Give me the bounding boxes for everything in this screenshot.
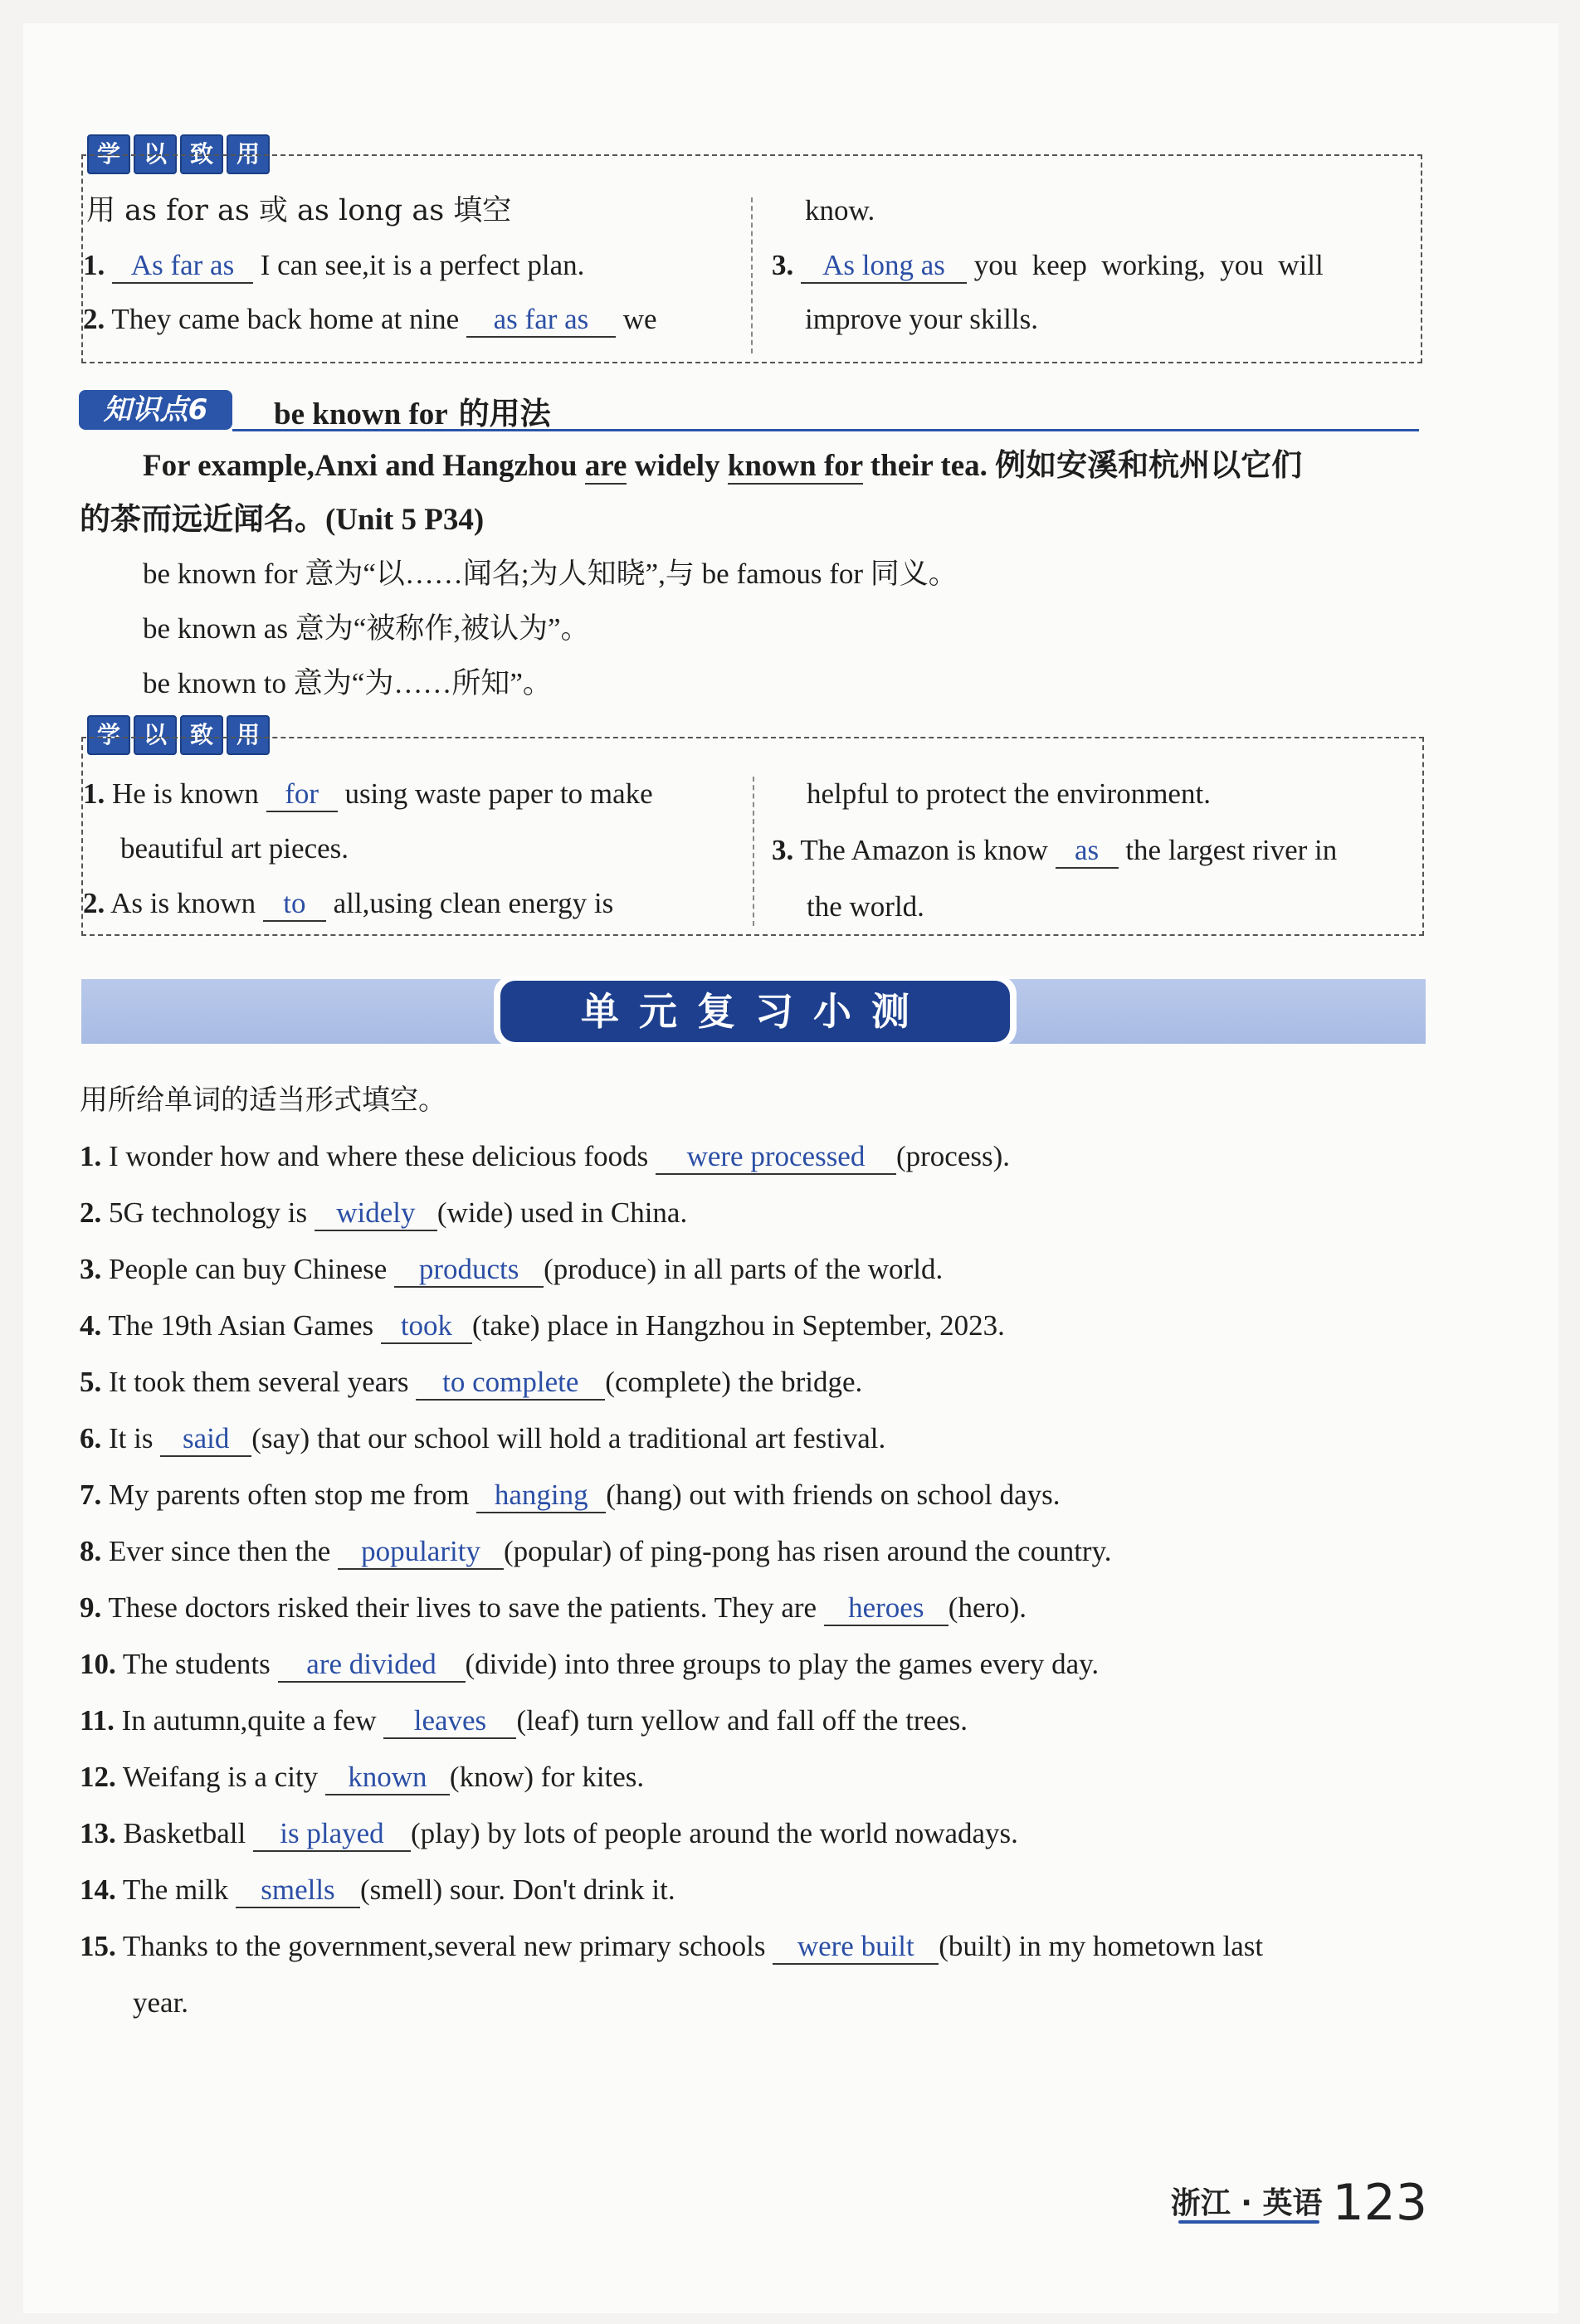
item-number: 10. — [80, 1648, 116, 1680]
question-text: using waste paper to make — [344, 777, 653, 810]
answer-blank[interactable]: products — [394, 1253, 544, 1288]
question-3-continued: the world. — [807, 890, 924, 923]
question-3 — [772, 247, 1324, 284]
answer-blank[interactable]: are divided — [278, 1648, 466, 1683]
answer-blank[interactable]: popularity — [338, 1535, 504, 1570]
review-item-5 — [80, 1364, 862, 1401]
example-text: widely — [627, 449, 728, 483]
question-text: They came back home at nine — [111, 303, 460, 335]
example-sentence — [143, 448, 1302, 485]
answer-blank[interactable]: as — [1056, 834, 1119, 869]
item-text: (produce) in all parts of the world. — [544, 1253, 944, 1285]
example-text: For example,Anxi and Hangzhou — [143, 449, 585, 483]
item-number: 6. — [80, 1422, 102, 1454]
item-text: Thanks to the government,several new primary schools — [122, 1930, 766, 1962]
review-item-9 — [80, 1590, 1027, 1626]
answer-blank[interactable]: were processed — [656, 1140, 896, 1175]
answer-blank[interactable]: As far as — [112, 249, 253, 284]
badge-char: 致 — [180, 134, 223, 174]
question-2-continued: know. — [805, 194, 875, 227]
question-2-continued: helpful to protect the environment. — [807, 777, 1211, 810]
item-number: 12. — [80, 1761, 116, 1793]
question-1-continued: beautiful art pieces. — [120, 832, 349, 865]
item-text: My parents often stop me from — [109, 1479, 470, 1511]
item-text: I wonder how and where these delicious foods — [109, 1140, 649, 1172]
badge-char: 用 — [227, 134, 270, 174]
practice-instruction: 用 as for as 或 as long as 填空 — [86, 194, 512, 227]
review-item-4 — [80, 1308, 1005, 1344]
item-text: Weifang is a city — [122, 1761, 319, 1793]
answer-blank[interactable]: As long as — [801, 249, 967, 284]
item-text: Ever since then the — [109, 1535, 331, 1567]
item-text: (complete) the bridge. — [605, 1366, 863, 1398]
item-number: 2. — [80, 1196, 102, 1229]
footer-label: 浙江 · 英语 — [1170, 2186, 1323, 2220]
banner-title: 单元复习小测 — [500, 981, 1010, 1042]
badge-char: 用 — [227, 715, 270, 755]
badge-char: 以 — [134, 134, 177, 174]
item-text: (hang) out with friends on school days. — [606, 1479, 1061, 1511]
review-item-15-continued: year. — [133, 1986, 189, 2019]
item-text: (process). — [895, 1140, 1011, 1172]
title-chinese: 的用法 — [458, 396, 551, 431]
item-text: (popular) of ping-pong has risen around the country. — [504, 1535, 1112, 1567]
review-item-15 — [80, 1928, 1263, 1965]
answer-blank[interactable]: as far as — [466, 303, 616, 338]
badge-char: 学 — [87, 715, 130, 755]
item-text: These doctors risked their lives to save the patients. They are — [108, 1591, 817, 1624]
answer-blank[interactable]: heroes — [824, 1591, 948, 1626]
answer-blank[interactable]: widely — [315, 1196, 437, 1231]
review-item-13 — [80, 1815, 1018, 1852]
badge-char: 致 — [180, 715, 223, 755]
footer-rule — [1178, 2220, 1319, 2224]
item-number: 7. — [80, 1479, 102, 1511]
answer-blank[interactable]: known — [325, 1761, 450, 1795]
item-text: (built) in my hometown last — [939, 1930, 1264, 1962]
question-2 — [83, 301, 657, 338]
item-number: 11. — [80, 1704, 115, 1737]
badge-char: 以 — [134, 715, 177, 755]
answer-blank[interactable]: hanging — [476, 1479, 606, 1513]
question-text: you keep working, you will — [973, 249, 1324, 281]
item-text: (play) by lots of people around the world nowadays. — [411, 1817, 1018, 1849]
item-text: (wide) used in China. — [436, 1196, 688, 1229]
item-text: People can buy Chinese — [109, 1253, 388, 1285]
answer-blank[interactable]: took — [381, 1309, 472, 1344]
review-item-11 — [80, 1703, 968, 1739]
example-sentence-line-2: 的茶而远近闻名。(Unit 5 P34) — [80, 503, 485, 537]
underlined-phrase: known for — [727, 449, 863, 483]
answer-blank[interactable]: smells — [236, 1873, 360, 1908]
example-text: their tea. 例如安溪和杭州以它们 — [862, 449, 1303, 483]
item-number: 13. — [80, 1817, 116, 1849]
item-number: 15. — [80, 1930, 116, 1962]
review-item-2 — [80, 1195, 687, 1231]
knowledge-point-title — [274, 388, 551, 433]
item-text: Basketball — [123, 1817, 246, 1849]
column-divider — [751, 197, 753, 353]
item-number: 9. — [80, 1591, 102, 1624]
question-1 — [83, 776, 653, 812]
review-item-10 — [80, 1646, 1099, 1683]
question-text: I can see,it is a perfect plan. — [260, 249, 585, 281]
question-3 — [772, 832, 1337, 869]
review-item-12 — [80, 1759, 644, 1795]
question-number: 3. — [772, 834, 794, 866]
answer-blank[interactable]: to complete — [416, 1366, 605, 1401]
question-number: 2. — [83, 887, 105, 919]
item-text: (say) that our school will hold a traditional art festival. — [251, 1422, 886, 1454]
answer-blank[interactable]: were built — [773, 1930, 939, 1965]
page-number: 123 — [1332, 2174, 1427, 2232]
item-text: The milk — [122, 1873, 229, 1906]
review-item-3 — [80, 1251, 943, 1288]
underlined-word: are — [584, 449, 627, 483]
item-number: 1. — [80, 1140, 102, 1172]
question-1 — [83, 247, 584, 284]
usage-note: be known as 意为“被称作,被认为”。 — [143, 612, 590, 645]
item-number: 14. — [80, 1873, 116, 1906]
usage-note: be known for 意为“以……闻名;为人知晓”,与 be famous for 同义。 — [143, 558, 958, 590]
review-item-14 — [80, 1872, 675, 1908]
column-divider — [753, 777, 754, 926]
item-text: (take) place in Hangzhou in September, 2023. — [471, 1309, 1005, 1342]
item-text: The students — [122, 1648, 271, 1680]
item-text: 5G technology is — [109, 1196, 308, 1229]
item-text: (leaf) turn yellow and fall off the trees. — [516, 1704, 968, 1737]
question-number: 1. — [83, 249, 105, 281]
item-text: (smell) sour. Don't drink it. — [359, 1873, 675, 1906]
question-text: all,using clean energy is — [333, 887, 614, 919]
answer-blank[interactable]: for — [266, 777, 338, 812]
item-text: The 19th Asian Games — [108, 1309, 374, 1342]
item-text: (hero). — [948, 1591, 1027, 1624]
question-text: the largest river in — [1125, 834, 1338, 866]
review-item-8 — [80, 1533, 1112, 1570]
question-number: 1. — [83, 777, 105, 810]
answer-blank[interactable]: to — [263, 887, 326, 922]
item-number: 3. — [80, 1253, 102, 1285]
review-item-1 — [80, 1138, 1010, 1175]
item-number: 5. — [80, 1366, 102, 1398]
question-text: we — [622, 303, 657, 335]
title-english: be known for — [274, 397, 448, 431]
question-text: He is known — [112, 777, 259, 810]
knowledge-point-tag: 知识点6 — [79, 390, 232, 430]
item-text: In autumn,quite a few — [121, 1704, 377, 1737]
review-item-7 — [80, 1477, 1061, 1513]
item-text: (divide) into three groups to play the games every day. — [465, 1648, 1100, 1680]
question-text: As is known — [110, 887, 256, 919]
badge-char: 学 — [87, 134, 130, 174]
item-text: It is — [109, 1422, 154, 1454]
review-item-6 — [80, 1420, 885, 1457]
review-instruction: 用所给单词的适当形式填空。 — [80, 1084, 446, 1117]
question-number: 2. — [83, 303, 105, 335]
item-number: 4. — [80, 1309, 102, 1342]
question-number: 3. — [772, 249, 794, 281]
item-text: (know) for kites. — [449, 1761, 645, 1793]
item-text: It took them several years — [109, 1366, 409, 1398]
answer-blank[interactable]: leaves — [383, 1704, 516, 1739]
question-2 — [83, 885, 613, 922]
answer-blank[interactable]: is played — [253, 1817, 411, 1852]
item-number: 8. — [80, 1535, 102, 1567]
usage-note: be known to 意为“为……所知”。 — [143, 667, 552, 699]
answer-blank[interactable]: said — [160, 1422, 251, 1457]
question-3-continued: improve your skills. — [805, 303, 1038, 335]
question-text: The Amazon is know — [800, 834, 1048, 866]
